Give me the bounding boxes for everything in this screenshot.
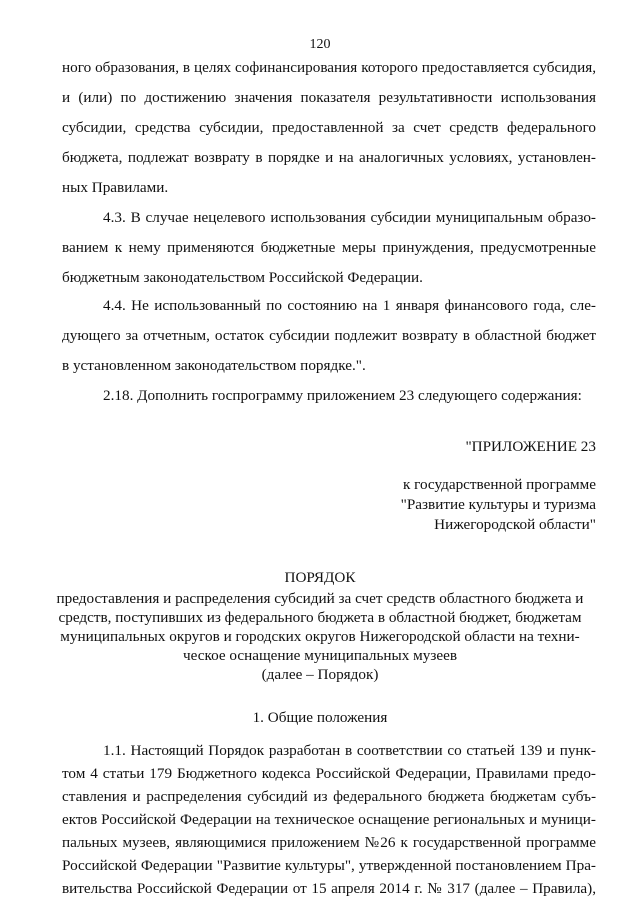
appendix-line: Нижегородской области" — [434, 516, 596, 533]
text-line: 4.4. Не использованный по состоянию на 1 января финансового года, сле- — [103, 297, 596, 314]
text-line: том 4 статьи 179 Бюджетного кодекса Российской Федерации, Правилами предо- — [62, 765, 596, 782]
text-line: ванием к нему применяются бюджетные меры принуждения, предусмотренные — [62, 239, 596, 256]
order-subtitle-line: (далее – Порядок) — [261, 666, 379, 683]
text-line: ставления и распределения субсидий из федерального бюджета бюджетам субъ- — [62, 788, 596, 805]
order-subtitle-line: муниципальных округов и городских округов Нижегородской области на техни- — [60, 628, 580, 645]
appendix-title: "ПРИЛОЖЕНИЕ 23 — [465, 438, 596, 455]
text-line: вительства Российской Федерации от 15 апреля 2014 г. № 317 (далее – Правила), — [62, 880, 596, 897]
text-line: пальных музеев, являющимися приложением №26 к государственной программе — [62, 834, 596, 851]
order-subtitle-line: средств, поступивших из федерального бюджета в областной бюджет, бюджетам — [58, 609, 582, 626]
text-line: в установленном законодательством порядке.". — [62, 357, 366, 374]
text-line: субсидии, средства субсидии, предоставленной за счет средств федерального — [62, 119, 596, 136]
text-line: и (или) по достижению значения показателя результативности использования — [62, 89, 596, 106]
page-number: 120 — [309, 37, 331, 52]
order-title: ПОРЯДОК — [284, 569, 356, 586]
text-line: бюджетным законодательством Российской Федерации. — [62, 269, 423, 286]
clause-2-18: 2.18. Дополнить госпрограмму приложением 23 следующего содержания: — [103, 387, 582, 404]
text-line: ектов Российской Федерации на техническое оснащение региональных и муници- — [62, 811, 596, 828]
text-line: ных Правилами. — [62, 179, 169, 196]
order-subtitle-line: ческое оснащение муниципальных музеев — [182, 647, 458, 664]
text-line: 1.1. Настоящий Порядок разработан в соответствии со статьей 139 и пунк- — [103, 742, 596, 759]
text-line: Российской Федерации "Развитие культуры", утвержденной постановлением Пра- — [62, 857, 596, 874]
text-line: бюджета, подлежат возврату в порядке и на аналогичных условиях, установлен- — [62, 149, 596, 166]
text-line: дующего за отчетным, остаток субсидии подлежит возврату в областной бюджет — [62, 327, 596, 344]
appendix-line: "Развитие культуры и туризма — [400, 496, 596, 513]
order-subtitle-line: предоставления и распределения субсидий за счет средств областного бюджета и — [56, 590, 584, 607]
appendix-line: к государственной программе — [402, 476, 596, 493]
text-line: 4.3. В случае нецелевого использования субсидии муниципальным образо- — [103, 209, 596, 226]
section-heading: 1. Общие положения — [252, 709, 388, 726]
text-line: ного образования, в целях софинансирования которого предоставляется субсидия, — [62, 59, 596, 76]
